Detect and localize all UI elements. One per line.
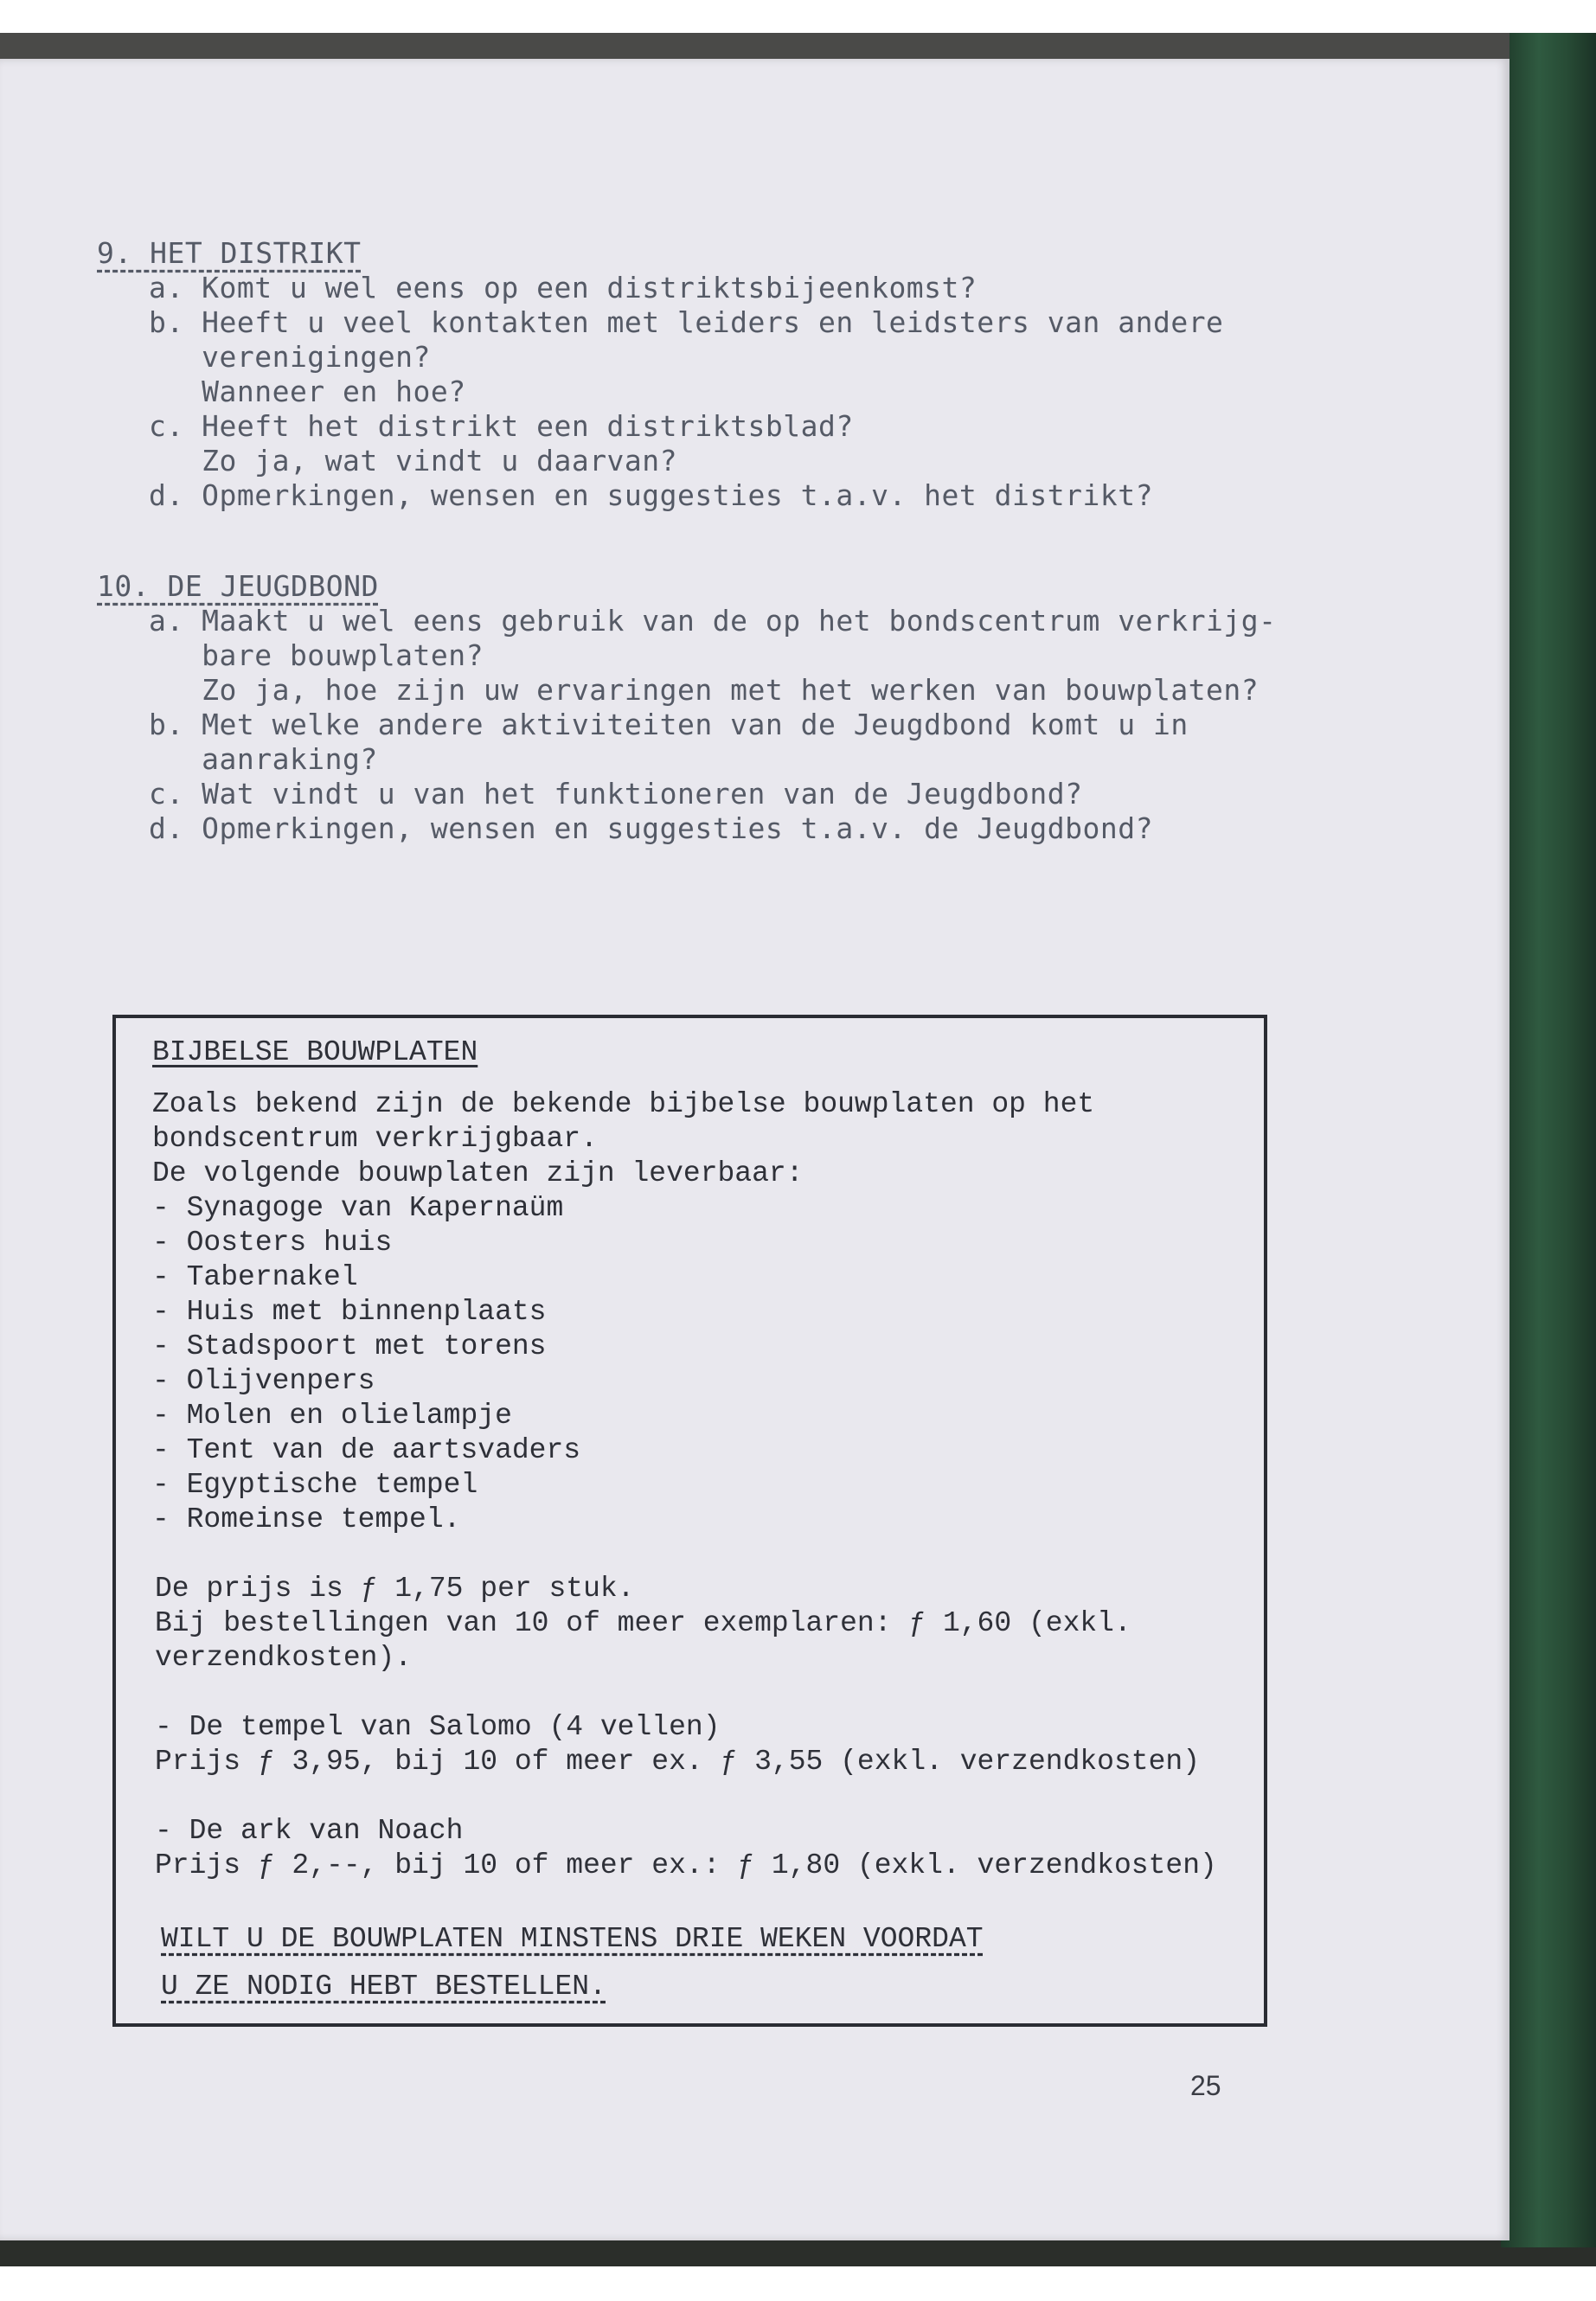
section-10-item: aanraking? — [149, 742, 378, 776]
section-9-item: c. Heeft het distrikt een distriktsblad? — [149, 409, 854, 443]
noach-line: - De ark van Noach — [155, 1815, 464, 1847]
section-9-item: b. Heeft u veel kontakten met leiders en leidsters van andere — [149, 305, 1224, 339]
section-10-heading: 10. DE JEUGDBOND — [97, 569, 379, 603]
section-10-item: b. Met welke andere aktiviteiten van de Jeugdbond komt u in — [149, 708, 1189, 741]
price-line: De prijs is ƒ 1,75 per stuk. — [155, 1573, 635, 1605]
document-page — [0, 59, 1509, 2240]
model-list-item: - Stadspoort met torens — [152, 1330, 547, 1362]
price-line: Bij bestellingen van 10 of meer exemplaren: ƒ 1,60 (exkl. — [155, 1607, 1131, 1639]
model-list-item: - Olijvenpers — [152, 1365, 375, 1397]
section-10-item: Zo ja, hoe zijn uw ervaringen met het werken van bouwplaten? — [149, 673, 1259, 707]
bouwplaten-box — [112, 1015, 1267, 2027]
model-list-item: - Tent van de aartsvaders — [152, 1434, 581, 1466]
order-notice-line: U ZE NODIG HEBT BESTELLEN. — [161, 1971, 606, 2003]
book-cover-edge — [1501, 33, 1596, 2247]
salomo-line: - De tempel van Salomo (4 vellen) — [155, 1711, 721, 1743]
box-intro-line: De volgende bouwplaten zijn leverbaar: — [152, 1157, 804, 1189]
section-9-item: verenigingen? — [149, 340, 431, 374]
noach-line: Prijs ƒ 2,--, bij 10 of meer ex.: ƒ 1,80 (exkl. verzendkosten) — [155, 1849, 1217, 1881]
model-list-item: - Oosters huis — [152, 1227, 393, 1259]
section-9-item: Wanneer en hoe? — [149, 375, 466, 408]
salomo-line: Prijs ƒ 3,95, bij 10 of meer ex. ƒ 3,55 (exkl. verzendkosten) — [155, 1746, 1200, 1778]
section-9-item: a. Komt u wel eens op een distriktsbijeenkomst? — [149, 271, 977, 304]
page-content — [0, 59, 1509, 2240]
page-number: 25 — [1190, 2070, 1221, 2101]
section-10-item: d. Opmerkingen, wensen en suggesties t.a.v. de Jeugdbond? — [149, 811, 1153, 845]
top-shadow-strip — [0, 33, 1509, 61]
box-intro-line: bondscentrum verkrijgbaar. — [152, 1123, 598, 1155]
box-intro-line: Zoals bekend zijn de bekende bijbelse bouwplaten op het — [152, 1088, 1095, 1120]
section-10-item: bare bouwplaten? — [149, 638, 484, 672]
box-title: BIJBELSE BOUWPLATEN — [152, 1036, 478, 1068]
model-list-item: - Tabernakel — [152, 1261, 358, 1293]
section-9-item: d. Opmerkingen, wensen en suggesties t.a.v. het distrikt? — [149, 478, 1153, 512]
model-list-item: - Synagoge van Kapernaüm — [152, 1192, 564, 1224]
model-list-item: - Romeinse tempel. — [152, 1503, 461, 1535]
section-10-item: c. Wat vindt u van het funktioneren van de Jeugdbond? — [149, 777, 1083, 811]
model-list-item: - Molen en olielampje — [152, 1400, 512, 1432]
price-line: verzendkosten). — [155, 1642, 413, 1674]
model-list-item: - Huis met binnenplaats — [152, 1296, 547, 1328]
order-notice-line: WILT U DE BOUWPLATEN MINSTENS DRIE WEKEN VOORDAT — [161, 1923, 984, 1955]
section-9-heading: 9. HET DISTRIKT — [97, 236, 362, 270]
section-9-item: Zo ja, wat vindt u daarvan? — [149, 444, 678, 478]
section-10-item: a. Maakt u wel eens gebruik van de op het bondscentrum verkrijg- — [149, 604, 1277, 638]
model-list-item: - Egyptische tempel — [152, 1469, 478, 1501]
